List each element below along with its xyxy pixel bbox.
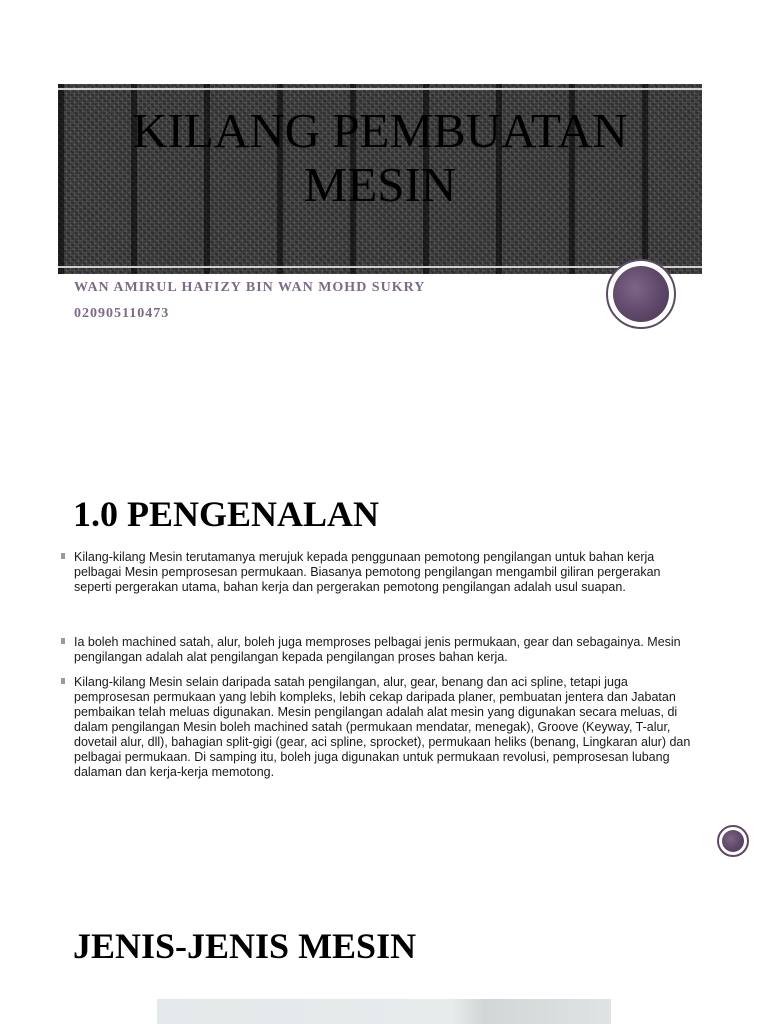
author-name: WAN AMIRUL HAFIZY BIN WAN MOHD SUKRY xyxy=(74,280,426,295)
intro-bullet-list xyxy=(58,550,698,780)
bullet-marker-icon xyxy=(61,638,65,644)
slide-title: KILANG PEMBUATAN MESIN xyxy=(132,103,628,212)
bullet-marker-icon xyxy=(61,553,65,559)
decorative-circle-icon xyxy=(606,259,676,329)
machine-types-slide xyxy=(0,880,768,1024)
bullet-item xyxy=(58,550,698,595)
bullet-text: Ia boleh machined satah, alur, boleh juga memproses pelbagai jenis permukaan, gear dan sebagainya. Mesin pengilangan adalah alat pengilangan kepada pengilangan proses bahan kerja. xyxy=(74,635,681,664)
bullet-marker-icon xyxy=(61,678,65,684)
bullet-text: Kilang-kilang Mesin selain daripada satah pengilangan, alur, gear, benang dan aci spline, tetapi juga pemprosesan permukaan yang lebih kompleks, lebih cekap daripada planer, pembuatan jentera dan Jabatan pembaikan telah meluas digunakan. Mesin pengilangan adalah alat mesin yang digunakan secara meluas, di dalam pengilangan Mesin boleh machined satah (permukaan mendatar, menegak), Groove (Keyway, T-alur, dovetail alur, dll), bahagian split-gigi (gear, aci spline, sprocket), permukaan heliks (benang, Lingkaran alur) dan pelbagai permukaan. Di samping itu, boleh juga digunakan untuk permukaan revolusi, pemprosesan lubang dalaman dan kerja-kerja memotong. xyxy=(74,675,691,779)
bullet-text: Kilang-kilang Mesin terutamanya merujuk kepada penggunaan pemotong pengilangan untuk bahan kerja pelbagai Mesin pemprosesan permukaan. Biasanya pemotong pengilangan mengambil giliran pergerakan seperti pergerakan utama, bahan kerja dan pergerakan pemotong pengilangan adalah usul suapan. xyxy=(74,550,661,594)
bullet-item xyxy=(58,635,698,665)
bullet-item xyxy=(58,675,698,780)
banner-line-bottom xyxy=(58,266,702,268)
author-id-number: 020905110473 xyxy=(74,306,170,321)
decorative-circle-fill xyxy=(722,830,744,852)
machine-image xyxy=(157,999,611,1024)
machine-types-heading: JENIS-JENIS MESIN xyxy=(73,926,417,966)
intro-heading: 1.0 PENGENALAN xyxy=(73,494,380,534)
title-slide xyxy=(0,0,768,440)
decorative-circle-icon xyxy=(717,825,749,857)
intro-slide xyxy=(0,440,768,880)
banner-line-top xyxy=(58,88,702,90)
decorative-circle-fill xyxy=(613,266,669,322)
